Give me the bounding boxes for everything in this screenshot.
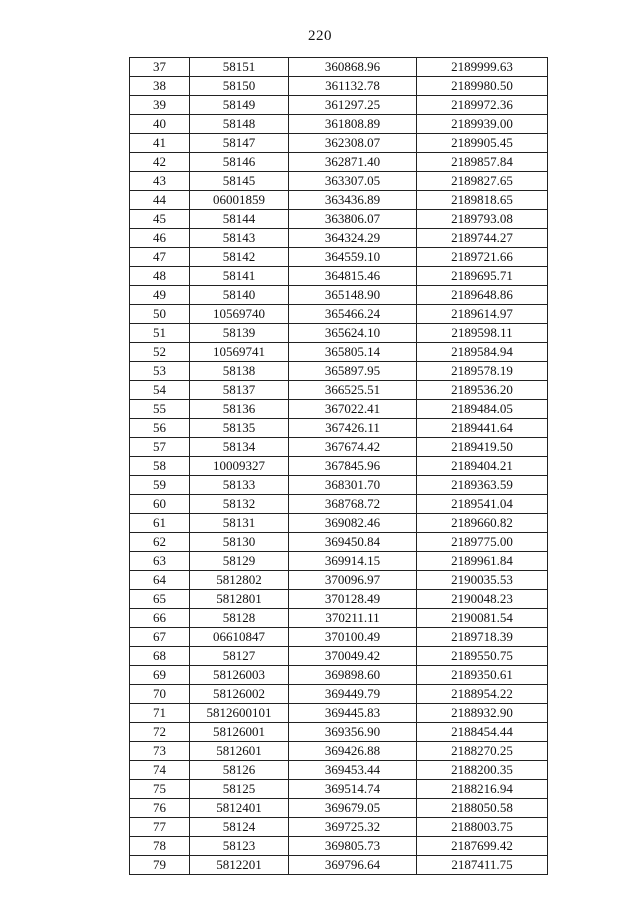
row-number-cell: 71 <box>130 704 190 723</box>
y-coordinate-cell: 2189999.63 <box>417 58 548 77</box>
table-row <box>130 856 548 875</box>
table-row <box>130 514 548 533</box>
coordinates-table-body <box>130 58 548 875</box>
y-coordinate-cell: 2189793.08 <box>417 210 548 229</box>
x-coordinate-cell: 361808.89 <box>289 115 417 134</box>
x-coordinate-cell: 369898.60 <box>289 666 417 685</box>
y-coordinate-cell: 2189775.00 <box>417 533 548 552</box>
row-number-cell: 70 <box>130 685 190 704</box>
row-number-cell: 37 <box>130 58 190 77</box>
row-number-cell: 65 <box>130 590 190 609</box>
y-coordinate-cell: 2188932.90 <box>417 704 548 723</box>
row-number-cell: 38 <box>130 77 190 96</box>
y-coordinate-cell: 2189939.00 <box>417 115 548 134</box>
point-id-cell: 58124 <box>190 818 289 837</box>
row-number-cell: 47 <box>130 248 190 267</box>
x-coordinate-cell: 369449.79 <box>289 685 417 704</box>
point-id-cell: 58148 <box>190 115 289 134</box>
page-number: 220 <box>308 28 332 44</box>
x-coordinate-cell: 364815.46 <box>289 267 417 286</box>
x-coordinate-cell: 366525.51 <box>289 381 417 400</box>
point-id-cell: 58146 <box>190 153 289 172</box>
point-id-cell: 58123 <box>190 837 289 856</box>
y-coordinate-cell: 2189584.94 <box>417 343 548 362</box>
table-row <box>130 419 548 438</box>
point-id-cell: 58142 <box>190 248 289 267</box>
y-coordinate-cell: 2189578.19 <box>417 362 548 381</box>
y-coordinate-cell: 2189614.97 <box>417 305 548 324</box>
row-number-cell: 62 <box>130 533 190 552</box>
table-row <box>130 248 548 267</box>
x-coordinate-cell: 369796.64 <box>289 856 417 875</box>
point-id-cell: 58126001 <box>190 723 289 742</box>
point-id-cell: 58133 <box>190 476 289 495</box>
row-number-cell: 74 <box>130 761 190 780</box>
x-coordinate-cell: 369725.32 <box>289 818 417 837</box>
row-number-cell: 59 <box>130 476 190 495</box>
table-row <box>130 647 548 666</box>
x-coordinate-cell: 369514.74 <box>289 780 417 799</box>
row-number-cell: 44 <box>130 191 190 210</box>
x-coordinate-cell: 370100.49 <box>289 628 417 647</box>
point-id-cell: 58144 <box>190 210 289 229</box>
y-coordinate-cell: 2189484.05 <box>417 400 548 419</box>
row-number-cell: 46 <box>130 229 190 248</box>
row-number-cell: 41 <box>130 134 190 153</box>
point-id-cell: 5812201 <box>190 856 289 875</box>
point-id-cell: 58139 <box>190 324 289 343</box>
row-number-cell: 75 <box>130 780 190 799</box>
x-coordinate-cell: 369914.15 <box>289 552 417 571</box>
table-row <box>130 96 548 115</box>
y-coordinate-cell: 2189441.64 <box>417 419 548 438</box>
table-row <box>130 153 548 172</box>
point-id-cell: 58132 <box>190 495 289 514</box>
row-number-cell: 50 <box>130 305 190 324</box>
x-coordinate-cell: 370211.11 <box>289 609 417 628</box>
point-id-cell: 58126003 <box>190 666 289 685</box>
point-id-cell: 5812802 <box>190 571 289 590</box>
x-coordinate-cell: 370128.49 <box>289 590 417 609</box>
row-number-cell: 54 <box>130 381 190 400</box>
point-id-cell: 58137 <box>190 381 289 400</box>
y-coordinate-cell: 2188954.22 <box>417 685 548 704</box>
coordinates-table <box>129 57 548 875</box>
row-number-cell: 69 <box>130 666 190 685</box>
row-number-cell: 43 <box>130 172 190 191</box>
table-row <box>130 115 548 134</box>
y-coordinate-cell: 2188270.25 <box>417 742 548 761</box>
row-number-cell: 60 <box>130 495 190 514</box>
y-coordinate-cell: 2187411.75 <box>417 856 548 875</box>
point-id-cell: 10009327 <box>190 457 289 476</box>
x-coordinate-cell: 369426.88 <box>289 742 417 761</box>
table-row <box>130 495 548 514</box>
y-coordinate-cell: 2188454.44 <box>417 723 548 742</box>
row-number-cell: 67 <box>130 628 190 647</box>
table-row <box>130 172 548 191</box>
x-coordinate-cell: 367845.96 <box>289 457 417 476</box>
row-number-cell: 72 <box>130 723 190 742</box>
point-id-cell: 58145 <box>190 172 289 191</box>
point-id-cell: 58126 <box>190 761 289 780</box>
x-coordinate-cell: 365897.95 <box>289 362 417 381</box>
point-id-cell: 58143 <box>190 229 289 248</box>
y-coordinate-cell: 2189961.84 <box>417 552 548 571</box>
table-row <box>130 799 548 818</box>
y-coordinate-cell: 2190035.53 <box>417 571 548 590</box>
row-number-cell: 64 <box>130 571 190 590</box>
table-row <box>130 723 548 742</box>
table-row <box>130 191 548 210</box>
y-coordinate-cell: 2189536.20 <box>417 381 548 400</box>
point-id-cell: 5812801 <box>190 590 289 609</box>
point-id-cell: 58130 <box>190 533 289 552</box>
table-row <box>130 77 548 96</box>
y-coordinate-cell: 2189404.21 <box>417 457 548 476</box>
row-number-cell: 55 <box>130 400 190 419</box>
row-number-cell: 68 <box>130 647 190 666</box>
x-coordinate-cell: 362871.40 <box>289 153 417 172</box>
point-id-cell: 58129 <box>190 552 289 571</box>
point-id-cell: 58138 <box>190 362 289 381</box>
x-coordinate-cell: 361297.25 <box>289 96 417 115</box>
point-id-cell: 58127 <box>190 647 289 666</box>
y-coordinate-cell: 2189695.71 <box>417 267 548 286</box>
table-row <box>130 837 548 856</box>
table-row <box>130 571 548 590</box>
x-coordinate-cell: 365624.10 <box>289 324 417 343</box>
row-number-cell: 45 <box>130 210 190 229</box>
row-number-cell: 57 <box>130 438 190 457</box>
point-id-cell: 5812601 <box>190 742 289 761</box>
y-coordinate-cell: 2189550.75 <box>417 647 548 666</box>
y-coordinate-cell: 2190048.23 <box>417 590 548 609</box>
x-coordinate-cell: 367426.11 <box>289 419 417 438</box>
point-id-cell: 58131 <box>190 514 289 533</box>
table-row <box>130 381 548 400</box>
table-row <box>130 400 548 419</box>
point-id-cell: 58150 <box>190 77 289 96</box>
row-number-cell: 40 <box>130 115 190 134</box>
table-row <box>130 533 548 552</box>
y-coordinate-cell: 2188050.58 <box>417 799 548 818</box>
x-coordinate-cell: 361132.78 <box>289 77 417 96</box>
row-number-cell: 61 <box>130 514 190 533</box>
table-row <box>130 134 548 153</box>
table-row <box>130 742 548 761</box>
y-coordinate-cell: 2188200.35 <box>417 761 548 780</box>
row-number-cell: 42 <box>130 153 190 172</box>
point-id-cell: 5812600101 <box>190 704 289 723</box>
point-id-cell: 58134 <box>190 438 289 457</box>
table-row <box>130 685 548 704</box>
point-id-cell: 58136 <box>190 400 289 419</box>
point-id-cell: 5812401 <box>190 799 289 818</box>
y-coordinate-cell: 2189744.27 <box>417 229 548 248</box>
x-coordinate-cell: 363307.05 <box>289 172 417 191</box>
table-row <box>130 476 548 495</box>
row-number-cell: 52 <box>130 343 190 362</box>
point-id-cell: 58126002 <box>190 685 289 704</box>
row-number-cell: 48 <box>130 267 190 286</box>
y-coordinate-cell: 2189721.66 <box>417 248 548 267</box>
y-coordinate-cell: 2189648.86 <box>417 286 548 305</box>
table-row <box>130 210 548 229</box>
point-id-cell: 58151 <box>190 58 289 77</box>
x-coordinate-cell: 363806.07 <box>289 210 417 229</box>
y-coordinate-cell: 2188003.75 <box>417 818 548 837</box>
table-row <box>130 761 548 780</box>
y-coordinate-cell: 2187699.42 <box>417 837 548 856</box>
table-row <box>130 590 548 609</box>
row-number-cell: 51 <box>130 324 190 343</box>
x-coordinate-cell: 365148.90 <box>289 286 417 305</box>
x-coordinate-cell: 369450.84 <box>289 533 417 552</box>
table-row <box>130 780 548 799</box>
x-coordinate-cell: 369679.05 <box>289 799 417 818</box>
y-coordinate-cell: 2189857.84 <box>417 153 548 172</box>
y-coordinate-cell: 2189363.59 <box>417 476 548 495</box>
row-number-cell: 56 <box>130 419 190 438</box>
table-row <box>130 666 548 685</box>
x-coordinate-cell: 364559.10 <box>289 248 417 267</box>
row-number-cell: 66 <box>130 609 190 628</box>
y-coordinate-cell: 2189718.39 <box>417 628 548 647</box>
row-number-cell: 79 <box>130 856 190 875</box>
point-id-cell: 58125 <box>190 780 289 799</box>
table-row <box>130 229 548 248</box>
y-coordinate-cell: 2189350.61 <box>417 666 548 685</box>
table-row <box>130 58 548 77</box>
x-coordinate-cell: 367674.42 <box>289 438 417 457</box>
x-coordinate-cell: 364324.29 <box>289 229 417 248</box>
y-coordinate-cell: 2190081.54 <box>417 609 548 628</box>
y-coordinate-cell: 2189419.50 <box>417 438 548 457</box>
x-coordinate-cell: 365805.14 <box>289 343 417 362</box>
row-number-cell: 63 <box>130 552 190 571</box>
y-coordinate-cell: 2189827.65 <box>417 172 548 191</box>
y-coordinate-cell: 2189541.04 <box>417 495 548 514</box>
row-number-cell: 49 <box>130 286 190 305</box>
point-id-cell: 58140 <box>190 286 289 305</box>
point-id-cell: 58149 <box>190 96 289 115</box>
point-id-cell: 06001859 <box>190 191 289 210</box>
point-id-cell: 58141 <box>190 267 289 286</box>
table-row <box>130 457 548 476</box>
row-number-cell: 58 <box>130 457 190 476</box>
table-row <box>130 818 548 837</box>
x-coordinate-cell: 369805.73 <box>289 837 417 856</box>
table-row <box>130 438 548 457</box>
row-number-cell: 77 <box>130 818 190 837</box>
y-coordinate-cell: 2189972.36 <box>417 96 548 115</box>
point-id-cell: 58135 <box>190 419 289 438</box>
x-coordinate-cell: 360868.96 <box>289 58 417 77</box>
point-id-cell: 58147 <box>190 134 289 153</box>
y-coordinate-cell: 2189598.11 <box>417 324 548 343</box>
x-coordinate-cell: 363436.89 <box>289 191 417 210</box>
x-coordinate-cell: 369356.90 <box>289 723 417 742</box>
row-number-cell: 39 <box>130 96 190 115</box>
x-coordinate-cell: 370049.42 <box>289 647 417 666</box>
table-row <box>130 609 548 628</box>
point-id-cell: 58128 <box>190 609 289 628</box>
x-coordinate-cell: 368301.70 <box>289 476 417 495</box>
x-coordinate-cell: 368768.72 <box>289 495 417 514</box>
table-row <box>130 324 548 343</box>
point-id-cell: 06610847 <box>190 628 289 647</box>
y-coordinate-cell: 2189660.82 <box>417 514 548 533</box>
table-row <box>130 628 548 647</box>
x-coordinate-cell: 369453.44 <box>289 761 417 780</box>
table-row <box>130 286 548 305</box>
table-row <box>130 267 548 286</box>
y-coordinate-cell: 2189905.45 <box>417 134 548 153</box>
point-id-cell: 10569741 <box>190 343 289 362</box>
x-coordinate-cell: 369082.46 <box>289 514 417 533</box>
row-number-cell: 76 <box>130 799 190 818</box>
x-coordinate-cell: 370096.97 <box>289 571 417 590</box>
table-row <box>130 552 548 571</box>
y-coordinate-cell: 2189980.50 <box>417 77 548 96</box>
x-coordinate-cell: 362308.07 <box>289 134 417 153</box>
table-row <box>130 343 548 362</box>
table-row <box>130 362 548 381</box>
point-id-cell: 10569740 <box>190 305 289 324</box>
x-coordinate-cell: 369445.83 <box>289 704 417 723</box>
x-coordinate-cell: 367022.41 <box>289 400 417 419</box>
x-coordinate-cell: 365466.24 <box>289 305 417 324</box>
y-coordinate-cell: 2189818.65 <box>417 191 548 210</box>
table-row <box>130 305 548 324</box>
y-coordinate-cell: 2188216.94 <box>417 780 548 799</box>
row-number-cell: 73 <box>130 742 190 761</box>
row-number-cell: 53 <box>130 362 190 381</box>
table-row <box>130 704 548 723</box>
row-number-cell: 78 <box>130 837 190 856</box>
